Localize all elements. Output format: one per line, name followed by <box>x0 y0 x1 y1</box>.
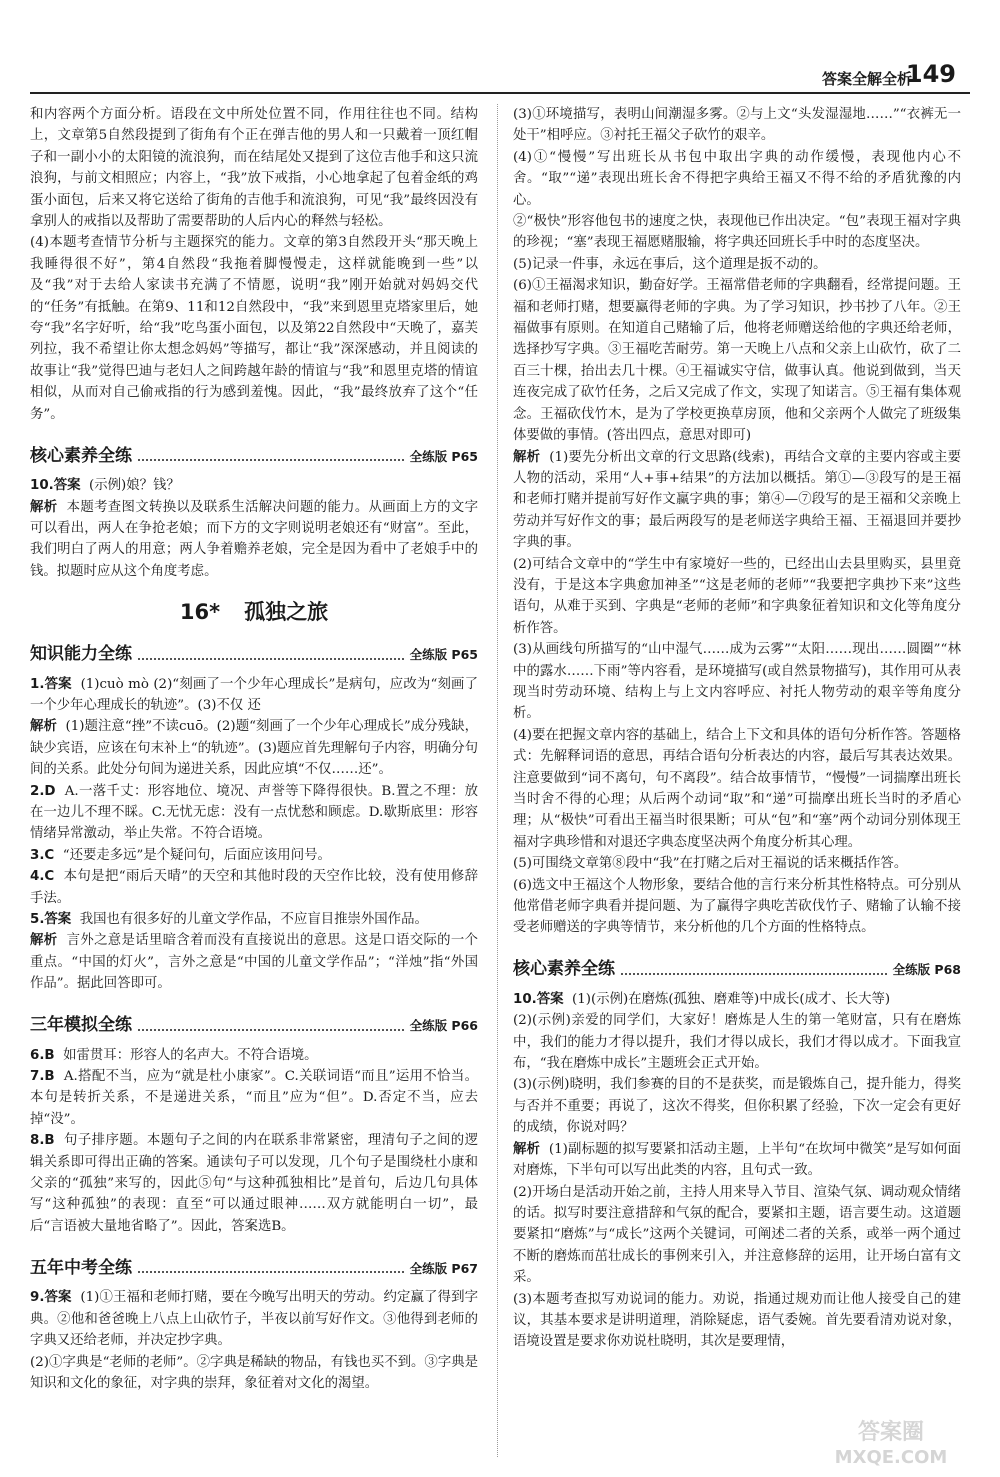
section-ref: 全练版 P65 <box>409 448 478 464</box>
paragraph: (6)①王福渴求知识，勤奋好学。王福常借老师的字典翻看，经常提问题。王福和老师打赌，想要赢得老师的字典。为了学习知识，抄书抄了八年。②王福做事有原则。在知道自己赌输了后，他将老师赠送给他的字典还给老师，选择抄写字典。③王福吃苦耐劳。第一天晚上八点和父亲上山砍竹，砍了二百三十棵，抬出去几十棵。④王福诚实守信，做事认真。他说到做到，当天连夜完成了砍竹任务，之后又完成了作文，实现了知诺言。⑤王福有集体观念。王福砍伐竹木，是为了学校更换草房顶，他和父亲两个人做完了班级集体要做的事情。(答出四点，意思对即可) <box>513 278 961 444</box>
lesson-number: 16* <box>179 600 221 625</box>
item-text: (1)cuò mò (2)“刻画了一个少年心理成长”是病句，应改为“刻画了一个少年心理成长的轨迹”。(3)不仅 还 <box>30 676 478 713</box>
section-title: 五年中考全练 <box>30 1257 132 1278</box>
knowledge-items <box>30 674 478 995</box>
three-year-items <box>30 1045 478 1238</box>
answer-item <box>30 1287 478 1351</box>
watermark-text: 答案圈 <box>857 1420 925 1445</box>
item-text: (1)(示例)在磨炼(孤独、磨难等)中成长(成才、长大等) <box>572 991 891 1007</box>
item-text: (3)本题考查拟写劝说词的能力。劝说，指通过规劝而让他人接受自己的建议，其基本要求是讲明道理，消除疑虑，语气委婉。首先要看清劝说对象，语境设置是要求你劝说杜晓明，其次是要理情， <box>513 1291 961 1350</box>
section-title: 三年模拟全练 <box>30 1015 132 1036</box>
item-label: 6.B <box>30 1047 55 1063</box>
section-ref: 全练版 P65 <box>409 647 478 663</box>
answer-item <box>30 1130 478 1237</box>
analysis-item <box>30 497 478 583</box>
analysis-item <box>513 853 961 874</box>
item-text: (5)可围绕文章第⑧段中“我”在打赌之后对王福说的话来概括作答。 <box>513 856 908 872</box>
answer-item <box>30 1045 478 1066</box>
item-label: 8.B <box>30 1133 55 1149</box>
item-text: (4)要在把握文章内容的基础上，结合上下文和具体的语句分析作答。答题格式：先解释词语的意思，再结合语句分析表达的内容，最后写其表达效果。注意要做到“词不离句，句不离段”。结合故事情节，“慢慢”一词揣摩出班长当时舍不得的心理；从后两个动词“取”和“递”可揣摩出班长当时的矛盾心理；从“极快”可看出王福当时很果断；可从“包”和“塞”两个动词分别体现王福对字典珍惜和对退还字典态度坚决两个角度分析其心理。 <box>513 727 961 850</box>
lesson-title <box>30 602 478 623</box>
section-ref: 全练版 P68 <box>892 962 961 978</box>
section-header-core <box>30 441 478 467</box>
answer-item <box>30 674 478 717</box>
section-title: 核心素养全练 <box>513 959 615 980</box>
answer-item <box>30 475 478 496</box>
answer-item <box>513 989 961 1010</box>
q10-items <box>513 989 961 1353</box>
answer-item <box>30 909 478 930</box>
item-label: 10.答案 <box>30 478 81 494</box>
item-text: (6)选文中王福这个人物形象，要结合他的言行来分析其性格特点。可分别从他常借老师字典看并提问题、为了赢得字典吃苦砍伐竹子、赌输了认输不接受老师赠送的字典等情节，来分析他的几个方面的性格特点。 <box>513 877 961 936</box>
section-header-three-year <box>30 1011 478 1037</box>
item-text: 本句是把“雨后天晴”的天空和其他时段的天空作比较，没有使用修辞手法。 <box>30 869 478 906</box>
section-ref: 全练版 P66 <box>409 1018 478 1034</box>
item-text: (3)从画线句所描写的“山中湿气……成为云雾”“太阳……现出……圆圈”“林中的露水……下雨”等内容看，是环境描写(或自然景物描写)，其作用可从表现当时劳动环境、结构上与上文内容呼应、衬托人物劳动的艰辛等角度分析。 <box>513 642 961 722</box>
item-text: 本题考查图文转换以及联系生活解决问题的能力。从画面上方的文字可以看出，两人在争抢老娘；而下方的文字则说明老娘还有“财富”。至此，我们明白了两人的用意；两人争着赡养老娘，完全是因为看中了老娘手中的钱。拟题时应从这个角度考虑。 <box>30 499 479 579</box>
answer-item <box>30 866 478 909</box>
item-text: 言外之意是话里暗含着而没有直接说出的意思。这是口语交际的一个重点。“中国的灯火”，言外之意是“中国的儿童文学作品”；“洋烛”指“外国作品”。据此回答即可。 <box>30 933 479 992</box>
lesson-name: 孤独之旅 <box>244 600 329 625</box>
item-label: 7.B <box>30 1069 55 1085</box>
five-year-items <box>30 1287 478 1394</box>
paragraph: (3)①环境描写，表明山间潮湿多雾。②与上文“头发湿湿地……”“衣裤无一处干”相呼应。③衬托王福父子砍竹的艰辛。 <box>513 107 961 144</box>
dotted-leader <box>138 658 404 660</box>
paragraph: (5)记录一件事，永远在事后，这个道理是扳不动的。 <box>513 256 827 272</box>
item-label: 5.答案 <box>30 912 72 927</box>
header-title: 答案全解全析 <box>821 70 912 88</box>
dotted-leader <box>138 459 404 461</box>
item-label: 解析 <box>513 449 541 465</box>
answer-item <box>30 845 478 866</box>
right-column <box>513 104 961 1353</box>
section-header-core-2 <box>513 955 961 981</box>
left-column <box>30 104 478 1394</box>
item-text: (2)①字典是“老师的老师”。②字典是稀缺的物品，有钱也买不到。③字典是知识和文化的象征，对字典的崇拜，象征着对文化的渴望。 <box>30 1354 478 1391</box>
section-ref: 全练版 P67 <box>409 1260 478 1276</box>
item-label: 1.答案 <box>30 676 72 692</box>
item-text: 我国也有很多好的儿童文学作品，不应盲目推崇外国作品。 <box>79 912 428 927</box>
analysis-item <box>513 875 961 939</box>
watermark-logo <box>806 1411 976 1471</box>
item-text: 如雷贯耳：形容人的名声大。不符合语境。 <box>63 1047 318 1063</box>
header-rule <box>30 92 970 94</box>
answer-item <box>30 930 478 994</box>
item-text: A.搭配不当，应为“就是杜小康家”。C.关联词语“而且”运用不恰当。本句是转折关系，不是递进关系，“而且”应为“但”。D.否定不当，应去掉“没”。 <box>30 1069 478 1127</box>
item-text: 句子排序题。本题句子之间的内在联系非常紧密，理清句子之间的逻辑关系即可得出正确的答案。通读句子可以发现，几个句子是围绕杜小康和父亲的“孤独”来写的，因此⑤句“与这种孤独相比”是首句，后边几句具体写“这种孤独”的表现：直至“可以通过眼神……双方就能明白一切”，最后“言语被大量地省略了”。因此，答案选B。 <box>30 1133 479 1234</box>
answer-item <box>513 1289 961 1353</box>
item-text: (1)副标题的拟写要紧扣活动主题，上半句“在坎坷中微笑”是写如何面对磨炼，下半句可以写出此类的内容，且句式一致。 <box>513 1141 962 1179</box>
answer-item <box>30 781 478 845</box>
analysis-item <box>513 725 961 853</box>
paragraph: (4)本题考查情节分析与主题探究的能力。文章的第3自然段开头“那天晚上我睡得很不好”，第4自然段“我拖着脚慢慢走，这样就能晚到一些”以及“我”对于去给人家读书充满了不情愿，说明“我”刚开始就对妈妈交代的“任务”有抵触。在第9、11和12自然段中，“我”来到恩里克塔家里后，她夸“我”名字好听，给“我”吃鸟蛋小面包，以及第22自然段中“天晚了，嘉芙列拉，我不希望让你太想念妈妈”等描写，都让“我”深深感动，并且阅读的故事让“我”觉得巴迪与老妇人之间跨越年龄的情谊与“我”和恩里克塔的情谊相似，从而对自己偷戒指的行为感到羞愧。因此，“我”最终放弃了这个“任务”。 <box>30 235 478 422</box>
paragraph: (4)①“慢慢”写出班长从书包中取出字典的动作缓慢，表现他内心不舍。“取”“递”表现出班长舍不得把字典给王福又不得不给的矛盾犹豫的内心。 <box>513 149 961 208</box>
dotted-leader <box>621 973 887 975</box>
watermark-url: MXQE.COM <box>834 1447 948 1468</box>
item-text: (2)可结合文章中的“学生中有家境好一些的，已经出山去县里购买，县里竟没有，于是这本字典愈加神圣”“这是老师的老师”“我要把字典抄下来”这些语句，从难于买到、字典是“老师的老师”和字典象征着知识和文化等角度分析作答。 <box>513 556 961 636</box>
analysis-item <box>513 447 961 554</box>
item-label: 3.C <box>30 847 55 863</box>
item-text: (1)题注意“挫”不读cuō。(2)题“刻画了一个少年心理成长”成分残缺，缺少宾语，应该在句末补上“的轨迹”。(3)题应首先理解句子内容，明确分句间的关系。此处分句间为递进关系，因此应填“不仅……还”。 <box>30 719 478 778</box>
section-title: 核心素养全练 <box>30 445 132 466</box>
dotted-leader <box>138 1271 404 1273</box>
item-text: “还要走多远”是个疑问句，后面应该用问号。 <box>62 847 331 863</box>
answer-item <box>513 1182 961 1289</box>
item-label: 解析 <box>30 499 58 515</box>
page-header <box>0 0 1000 110</box>
page-number: 149 <box>905 60 956 88</box>
item-label: 10.答案 <box>513 991 564 1007</box>
item-text: (示例)娘？钱？ <box>89 478 180 494</box>
section-title: 知识能力全练 <box>30 644 132 665</box>
item-text: (1)①王福和老师打赌，要在今晚写出明天的劳动。约定赢了得到字典。②他和爸爸晚上八点上山砍竹子，半夜以前写好作文。③他得到老师的字典又还给老师，并决定抄字典。 <box>30 1290 479 1349</box>
item-label: 解析 <box>513 1141 541 1157</box>
item-text: (3)(示例)晓明，我们参赛的目的不是获奖，而是锻炼自己，提升能力，得奖与否并不重要；再说了，这次不得奖，但你积累了经验，下次一定会有更好的成绩，你说对吗？ <box>513 1077 961 1136</box>
answer-item <box>30 1066 478 1130</box>
dotted-leader <box>138 1029 404 1031</box>
paragraph: ②“极快”形容他包书的速度之快，表现他已作出决定。“包”表现王福对字典的珍视；“塞”表现王福愿赌服输，将字典还回班长手中时的态度坚决。 <box>513 214 961 251</box>
section-header-five-year <box>30 1253 478 1279</box>
item-label: 4.C <box>30 869 55 885</box>
answer-item <box>30 1352 478 1395</box>
item-label: 解析 <box>30 933 58 949</box>
answer-item <box>513 1139 961 1182</box>
analysis-item <box>513 639 961 725</box>
answer-item <box>513 1074 961 1138</box>
answer-item <box>513 1010 961 1074</box>
analysis-item <box>513 554 961 640</box>
paragraph: 和内容两个方面分析。语段在文中所处位置不同，作用往往也不同。结构上，文章第5自然段提到了街角有个正在弹吉他的男人和一只戴着一顶红帽子和一副小小的太阳镜的流浪狗，而在结尾处又提到了这位吉他手和这只流浪狗，与前文相照应；内容上，“我”放下戒指，小心地拿起了包着金纸的鸡蛋小面包，后来又将它送给了街角的吉他手和流浪狗，可见“我”最终因没有拿别人的戒指以及帮助了需要帮助的人后内心的释然与轻松。 <box>30 107 478 230</box>
section-header-knowledge <box>30 640 478 666</box>
answer-item <box>30 716 478 780</box>
item-label: 9.答案 <box>30 1290 72 1306</box>
item-text: A.一落千丈：形容地位、境况、声誉等下降得很快。B.置之不理：放在一边儿不理不睬。C.无忧无虑：没有一点忧愁和顾虑。D.歇斯底里：形容情绪异常激动，举止失常。不符合语境。 <box>30 783 479 842</box>
item-label: 解析 <box>30 719 57 735</box>
item-text: (1)要先分析出文章的行文思路(线索)，再结合文章的主要内容或主要人物的活动，采用“人+事+结果”的方法加以概括。第①—③段写的是王福和老师打赌并提前写好作文赢字典的事；第④—⑦段写的是王福和父亲晚上劳动并写好作文的事；最后两段写的是老师送字典给王福、王福退回并要抄字典的事。 <box>513 449 962 551</box>
column-divider <box>497 104 498 1457</box>
item-label: 2.D <box>30 783 56 799</box>
item-text: (2)(示例)亲爱的同学们，大家好！磨炼是人生的第一笔财富，只有在磨炼中，我们的能力才得以提升，我们才得以成长，我们才得以成才。下面我宣布，“我在磨炼中成长”主题班会正式开始。 <box>513 1013 961 1072</box>
item-text: (2)开场白是活动开始之前，主持人用来导入节目、渲染气氛、调动观众情绪的话。拟写时要注意措辞和气氛的配合，要紧扣主题，语言要生动。这道题要紧扣“磨炼”与“成长”这两个关键词，可阐述二者的关系，或举一两个通过不断的磨炼而茁壮成长的事例来引入，并注意修辞的运用，让开场白富有文采。 <box>513 1184 961 1286</box>
analysis-items <box>513 447 961 939</box>
